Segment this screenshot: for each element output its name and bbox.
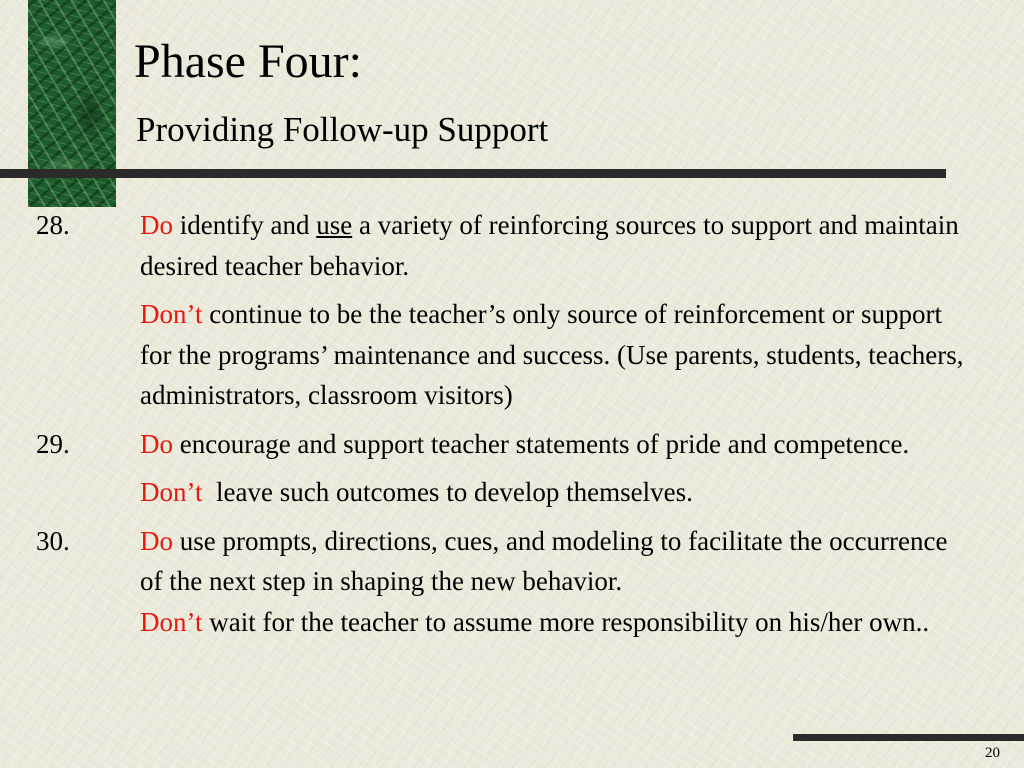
dont-statement xyxy=(140,294,976,416)
title-divider xyxy=(0,169,946,178)
item-body xyxy=(140,205,976,416)
dont-text: continue to be the teacher’s only source of reinforcement or support for the programs’ maintenance and success. (Use parents, students, teachers, administrators, classroom visitors) xyxy=(140,299,964,410)
dont-keyword: Don’t xyxy=(140,299,203,329)
item-number: 30. xyxy=(36,525,70,556)
dont-statement xyxy=(140,472,976,513)
do-statement xyxy=(140,521,976,602)
do-statement xyxy=(140,424,976,465)
item-number: 29. xyxy=(36,428,70,459)
do-text: encourage and support teacher statements of pride and competence. xyxy=(173,428,910,459)
do-text: identify and xyxy=(173,210,317,240)
underlined-word: use xyxy=(316,210,353,240)
dont-keyword: Don’t xyxy=(140,477,203,507)
do-keyword: Do xyxy=(140,210,173,240)
do-text: use prompts, directions, cues, and modeling to facilitate the occurrence of the next step in shaping the new behavior. xyxy=(140,525,948,596)
list-item-29 xyxy=(36,424,976,513)
do-statement xyxy=(140,205,976,286)
slide-title: Phase Four: xyxy=(134,35,362,88)
dont-keyword: Don’t xyxy=(140,606,203,637)
item-number: 28. xyxy=(36,210,70,240)
do-keyword: Do xyxy=(140,525,173,556)
item-body xyxy=(140,521,976,643)
do-keyword: Do xyxy=(140,428,173,459)
dont-statement xyxy=(140,602,976,643)
footer-divider xyxy=(793,734,1024,741)
dont-text: leave such outcomes to develop themselves. xyxy=(202,477,693,507)
do-text-continued: a variety of reinforcing sources to support and maintain desired teacher behavior. xyxy=(140,210,959,281)
dont-text: wait for the teacher to assume more responsibility on his/her own.. xyxy=(202,606,930,637)
list-item-28 xyxy=(36,205,976,416)
page-number: 20 xyxy=(985,745,1000,761)
list-item-30 xyxy=(36,521,976,643)
slide-content xyxy=(36,205,976,650)
slide-subtitle: Providing Follow-up Support xyxy=(136,110,549,149)
item-body xyxy=(140,424,976,513)
